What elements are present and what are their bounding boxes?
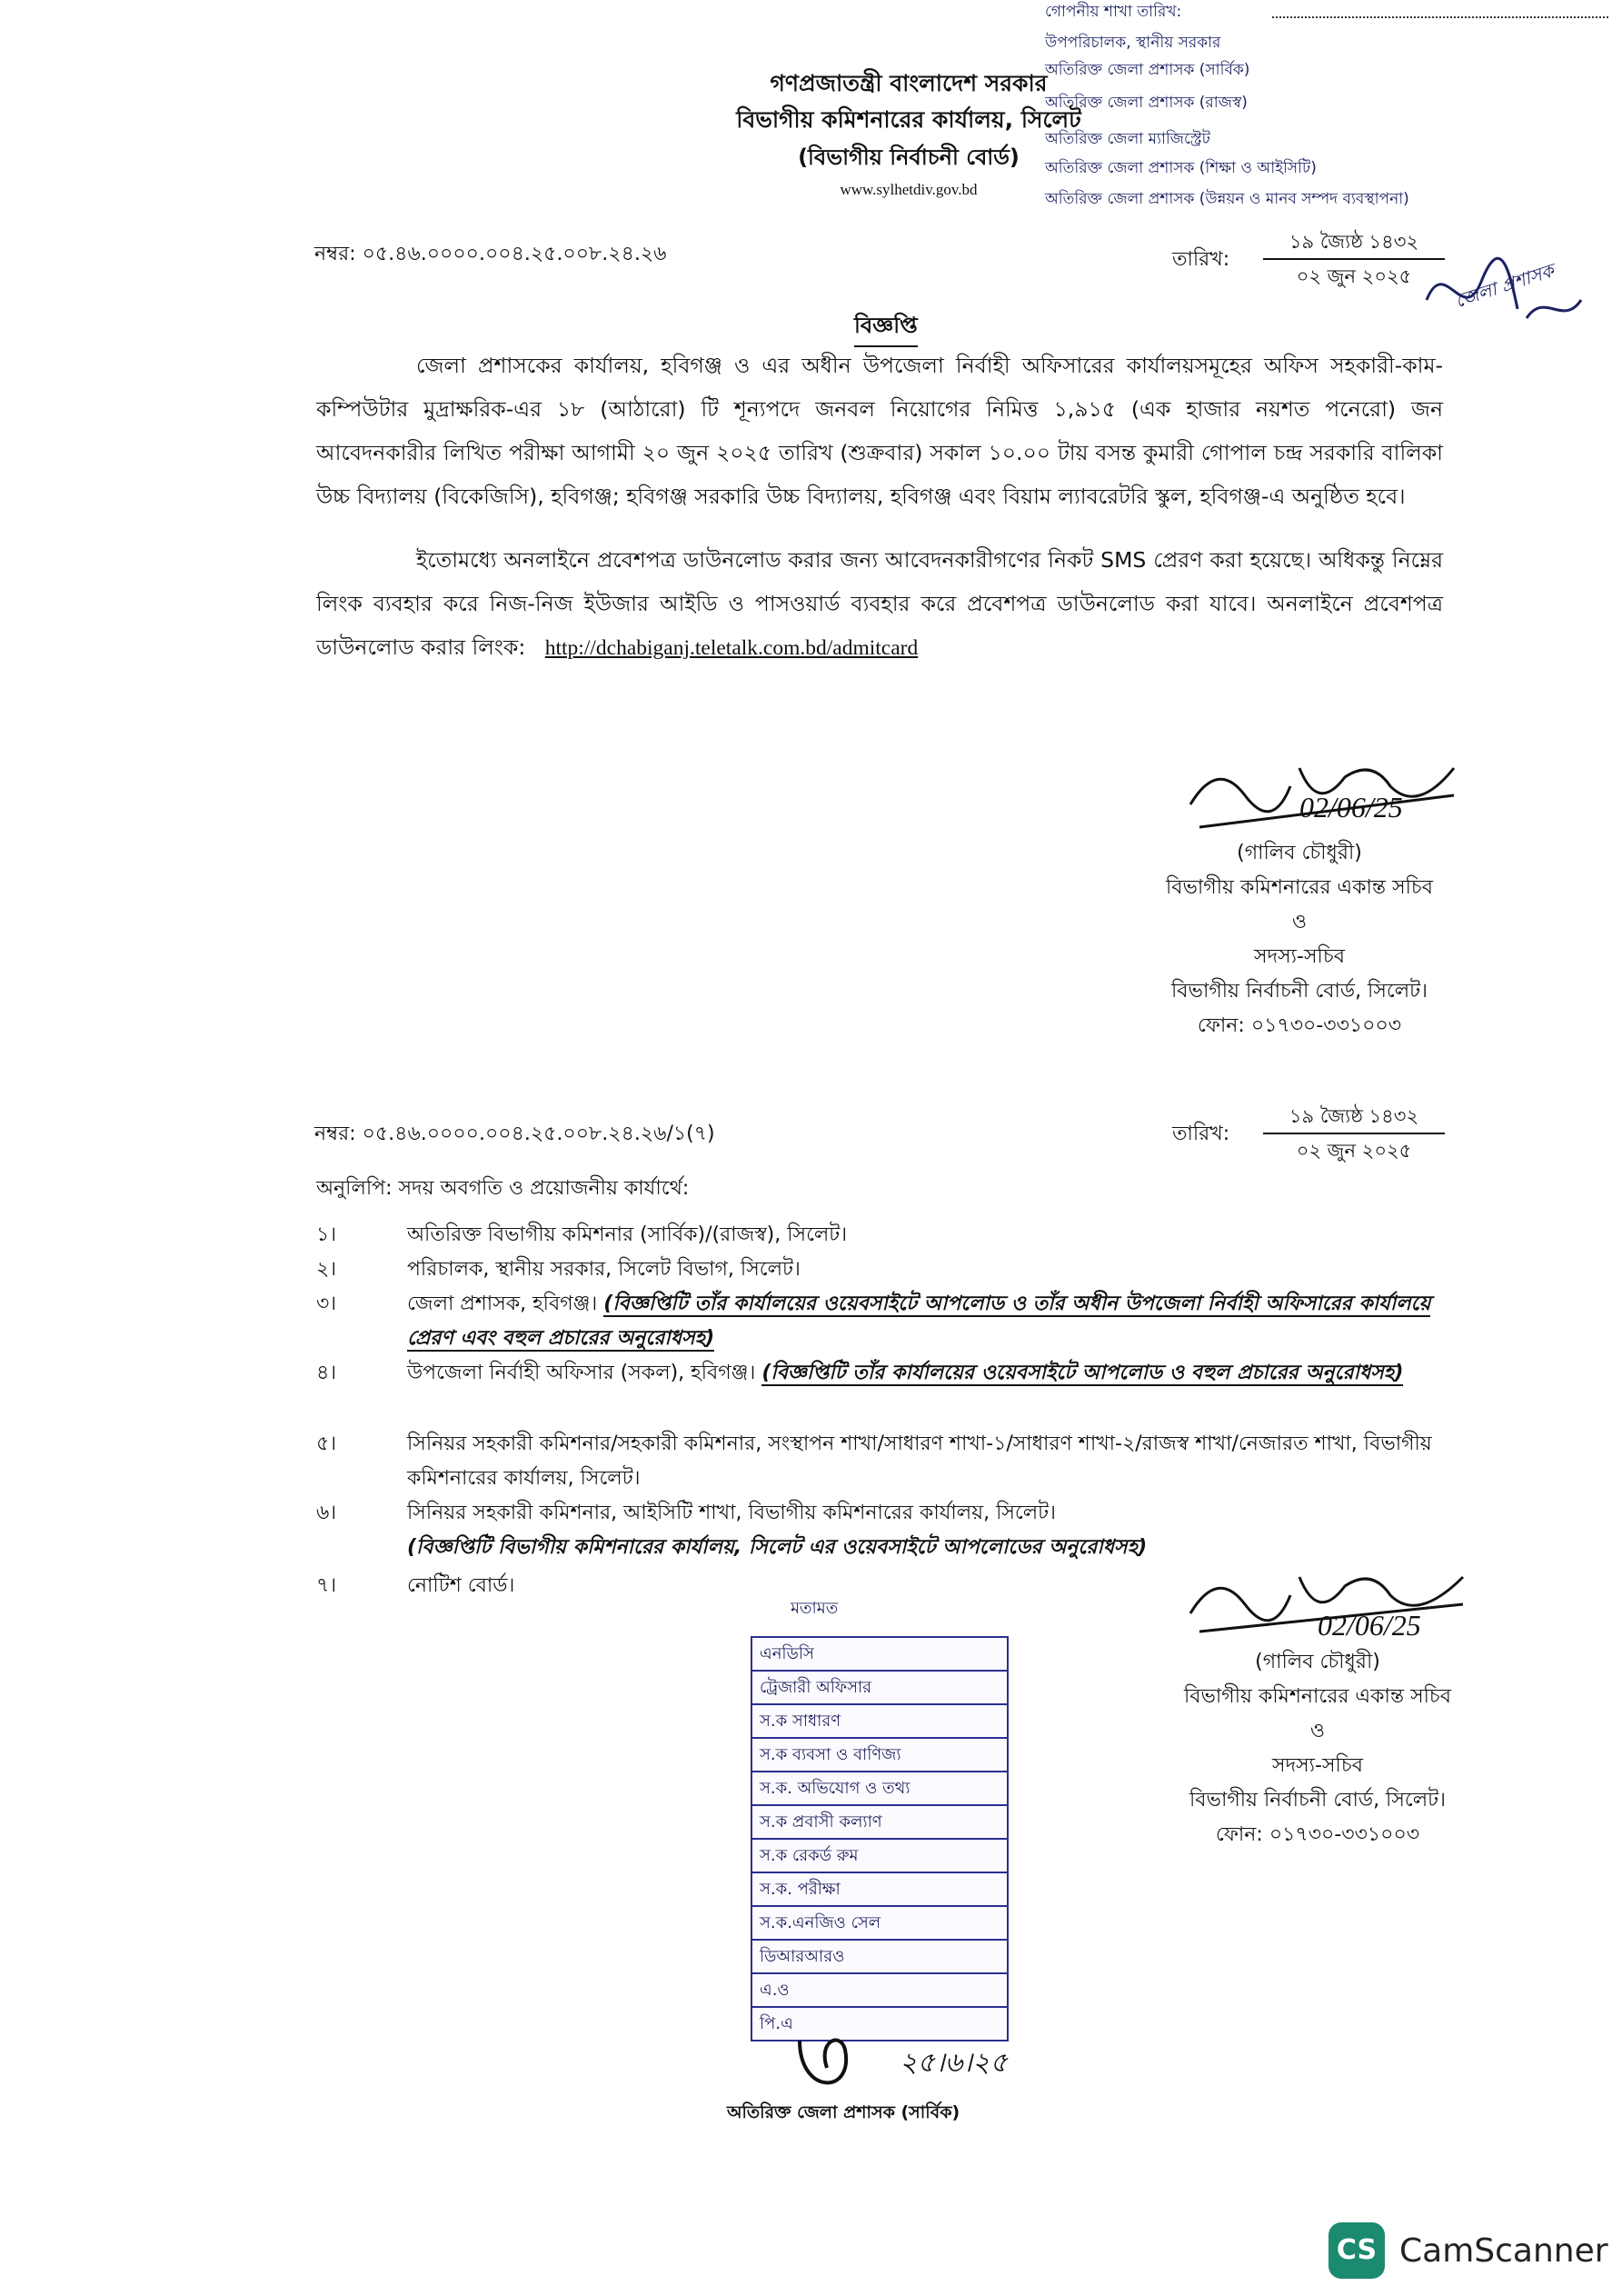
government-name: গণপ্রজাতন্ত্রী বাংলাদেশ সরকার: [770, 70, 1048, 96]
camscanner-text: CamScanner: [1399, 2232, 1608, 2270]
conjunction: ও: [1291, 911, 1308, 933]
office-distribution-stamp: [751, 1636, 1009, 2041]
board-name: (বিভাগীয় নির্বাচনী বোর্ড): [798, 145, 1020, 170]
item-note: (বিজ্ঞপ্তিটি বিভাগীয় কমিশনারের কার্যালয়, সিলেট এর ওয়েবসাইটে আপলোডের অনুরোধসহ): [407, 1536, 1148, 1559]
stamp-row: স.ক সাধারণ: [752, 1705, 1007, 1739]
item-text: [407, 1287, 1452, 1356]
camscanner-logo: CS: [1328, 2222, 1385, 2279]
item-main: উপজেলা নির্বাহী অফিসার (সকল), হবিগঞ্জ।: [407, 1362, 756, 1384]
signatory-role: সদস্য-সচিব: [1254, 945, 1345, 968]
signatory-designation: বিভাগীয় কমিশনারের একান্ত সচিব: [1165, 876, 1434, 899]
stamp-header: মতামত: [791, 1599, 839, 1618]
memo2-date: [1263, 1100, 1445, 1167]
signature-date-handwritten: 02/06/25: [1318, 1609, 1421, 1642]
stamp-row: স.ক. পরীক্ষা: [752, 1873, 1007, 1907]
signatory-role: সদস্য-সচিব: [1272, 1754, 1363, 1777]
item-number: ৭।: [316, 1574, 337, 1597]
paragraph-2-text: ইতোমধ্যে অনলাইনে প্রবেশপত্র ডাউনলোড করার জন্য আবেদনকারীগণের নিকট SMS প্রেরণ করা হয়েছে। অধিকন্তু নিম্নের লিংক ব্যবহার করে নিজ-নিজ ইউজার আইডি ও পাসওয়ার্ড ব্যবহার করে প্রবেশপত্র ডাউনলোড করা যাবে। অনলাইনে প্রবেশপত্র ডাউনলোড করার লিংক:: [316, 547, 1443, 660]
signatory-board: বিভাগীয় নির্বাচনী বোর্ড, সিলেট।: [1189, 1789, 1446, 1812]
list-item: [316, 1218, 1461, 1253]
stamp-row: এ.ও: [752, 1974, 1007, 2008]
stamp-row: স.ক. অভিযোগ ও তথ্য: [752, 1772, 1007, 1806]
signatory-designation: বিভাগীয় কমিশনারের একান্ত সচিব: [1183, 1685, 1452, 1708]
stamp-footer: অতিরিক্ত জেলা প্রশাসক (সার্বিক): [727, 2102, 960, 2122]
list-item: [316, 1356, 1461, 1425]
list-item: [316, 1253, 1461, 1287]
signatory-phone: ফোন: ০১৭৩০-৩৩১০০৩: [1197, 1014, 1402, 1037]
stamp-handwritten-date: ২৫।৬।২৫: [900, 2047, 1008, 2079]
dist-line: অতিরিক্ত জেলা ম্যাজিস্ট্রেট: [1045, 130, 1210, 148]
stamp-row: পি.এ: [760, 2014, 793, 2033]
date-english: ০২ জুন ২০২৫: [1296, 265, 1412, 287]
memo-number: নম্বর: ০৫.৪৬.০০০০.০০৪.২৫.০০৮.২৪.২৬: [314, 243, 667, 265]
item-number: ১।: [316, 1223, 337, 1246]
item-main: সিনিয়র সহকারী কমিশনার, আইসিটি শাখা, বিভাগীয় কমিশনারের কার্যালয়, সিলেট।: [407, 1502, 1057, 1524]
item-main: জেলা প্রশাসক, হবিগঞ্জ।: [407, 1293, 598, 1315]
dist-line: অতিরিক্ত জেলা প্রশাসক (শিক্ষা ও আইসিটি): [1045, 159, 1317, 177]
dist-line: উপপরিচালক, স্থানীয় সরকার: [1045, 34, 1221, 52]
notice-title: বিজ্ঞপ্তি: [854, 309, 918, 347]
dist-line: অতিরিক্ত জেলা প্রশাসক (উন্নয়ন ও মানব সম্পদ ব্যবস্থাপনা): [1045, 190, 1409, 208]
signatory-phone: ফোন: ০১৭৩০-৩৩১০০৩: [1215, 1823, 1420, 1846]
handwritten-scribble: [1418, 245, 1599, 336]
dist-blank-line: [1272, 16, 1608, 18]
paragraph-2: [316, 538, 1443, 670]
item-text: নোটিশ বোর্ড।: [407, 1574, 515, 1597]
stamp-row: স.ক প্রবাসী কল্যাণ: [752, 1806, 1007, 1840]
stamp-row: স.ক.এনজিও সেল: [752, 1907, 1007, 1941]
conjunction: ও: [1309, 1720, 1326, 1742]
paragraph-1: জেলা প্রশাসকের কার্যালয়, হবিগঞ্জ ও এর অধীন উপজেলা নির্বাহী অফিসারের কার্যালয়সমূহের অফিস সহকারী-কাম-কম্পিউটার মুদ্রাক্ষরিক-এর ১৮ (আঠারো) টি শূন্যপদে জনবল নিয়োগের নিমিত্ত ১,৯১৫ (এক হাজার নয়শত পনেরো) জন আবেদনকারীর লিখিত পরীক্ষা আগামী ২০ জুন ২০২৫ তারিখ (শুক্রবার) সকাল ১০.০০ টায় বসন্ত কুমারী গোপাল চন্দ্র সরকারি বালিকা উচ্চ বিদ্যালয় (বিকেজিসি), হবিগঞ্জ; হবিগঞ্জ সরকারি উচ্চ বিদ্যালয়, হবিগঞ্জ এবং বিয়াম ল্যাবরেটরি স্কুল, হবিগঞ্জ-এ অনুষ্ঠিত হবে।: [316, 353, 1443, 509]
stamp-row: ট্রেজারী অফিসার: [752, 1672, 1007, 1705]
item-note: (বিজ্ঞপ্তিটি তাঁর কার্যালয়ের ওয়েবসাইটে আপলোড ও তাঁর অধীন উপজেলা নির্বাহী অফিসারের কার্যালয়ে প্রেরণ এবং বহুল প্রচারের অনুরোধসহ): [407, 1293, 1431, 1350]
office-name: বিভাগীয় কমিশনারের কার্যালয়, সিলেট: [736, 106, 1081, 133]
dist-line: গোপনীয় শাখা তারিখ:: [1045, 3, 1182, 21]
dist-line: অতিরিক্ত জেলা প্রশাসক (সার্বিক): [1045, 61, 1250, 79]
stamp-row: স.ক রেকর্ড রুম: [752, 1840, 1007, 1873]
copy-heading: অনুলিপি: সদয় অবগতি ও প্রয়োজনীয় কার্যার্থে:: [316, 1177, 690, 1200]
letterhead: [672, 65, 1145, 204]
item-text: পরিচালক, স্থানীয় সরকার, সিলেট বিভাগ, সিলেট।: [407, 1258, 801, 1281]
handwritten-note: জেলা প্রশাসক: [1452, 259, 1557, 312]
item-text: [407, 1356, 1452, 1391]
memo2-date-label: তারিখ:: [1172, 1123, 1230, 1145]
stamp-row: ডিআরআরও: [752, 1941, 1007, 1974]
item-number: ৩।: [316, 1293, 337, 1315]
date-label: তারিখ:: [1172, 248, 1230, 271]
item-text: অতিরিক্ত বিভাগীয় কমিশনার (সার্বিক)/(রাজস্ব), সিলেট।: [407, 1223, 848, 1246]
date-bangla: ১৯ জ্যৈষ্ঠ ১৪৩২: [1263, 1100, 1445, 1134]
signature-block: [1109, 836, 1490, 1043]
item-note: (বিজ্ঞপ্তিটি তাঁর কার্যালয়ের ওয়েবসাইটে আপলোড ও বহুল প্রচারের অনুরোধসহ): [761, 1362, 1404, 1384]
signatory-name: (গালিব চৌধুরী): [1237, 842, 1362, 864]
list-item: [316, 1287, 1461, 1356]
memo2-number: নম্বর: ০৫.৪৬.০০০০.০০৪.২৫.০০৮.২৪.২৬/১(৭): [314, 1123, 715, 1145]
date-english: ০২ জুন ২০২৫: [1296, 1140, 1412, 1162]
stamp-row: স.ক ব্যবসা ও বাণিজ্য: [752, 1739, 1007, 1772]
dist-line: অতিরিক্ত জেলা প্রশাসক (রাজস্ব): [1045, 94, 1248, 112]
item-number: ২।: [316, 1258, 337, 1281]
date-bangla: ১৯ জ্যৈষ্ঠ ১৪৩২: [1263, 225, 1445, 260]
item-text: সিনিয়র সহকারী কমিশনার/সহকারী কমিশনার, সংস্থাপন শাখা/সাধারণ শাখা-১/সাধারণ শাখা-২/রাজস্ব শাখা/নেজারত শাখা, বিভাগীয় কমিশনারের কার্যালয়, সিলেট।: [407, 1433, 1432, 1490]
item-number: ৬।: [316, 1502, 337, 1524]
admit-card-link[interactable]: http://dchabiganj.teletalk.com.bd/admitcard: [544, 636, 919, 660]
signature-date-handwritten: 02/06/25: [1299, 791, 1403, 824]
notice-body: [316, 344, 1443, 670]
stamp-row: এনডিসি: [752, 1638, 1007, 1672]
signatory-board: বিভাগীয় নির্বাচনী বোর্ড, সিলেট।: [1171, 980, 1428, 1003]
item-number: ৫।: [316, 1433, 337, 1455]
stamp-initial-scribble: [791, 2022, 881, 2104]
signature-block: [1127, 1645, 1508, 1852]
list-item: [316, 1427, 1461, 1496]
item-number: ৪।: [316, 1362, 337, 1384]
signatory-name: (গালিব চৌধুরী): [1255, 1651, 1380, 1673]
website: www.sylhetdiv.gov.bd: [840, 181, 978, 198]
